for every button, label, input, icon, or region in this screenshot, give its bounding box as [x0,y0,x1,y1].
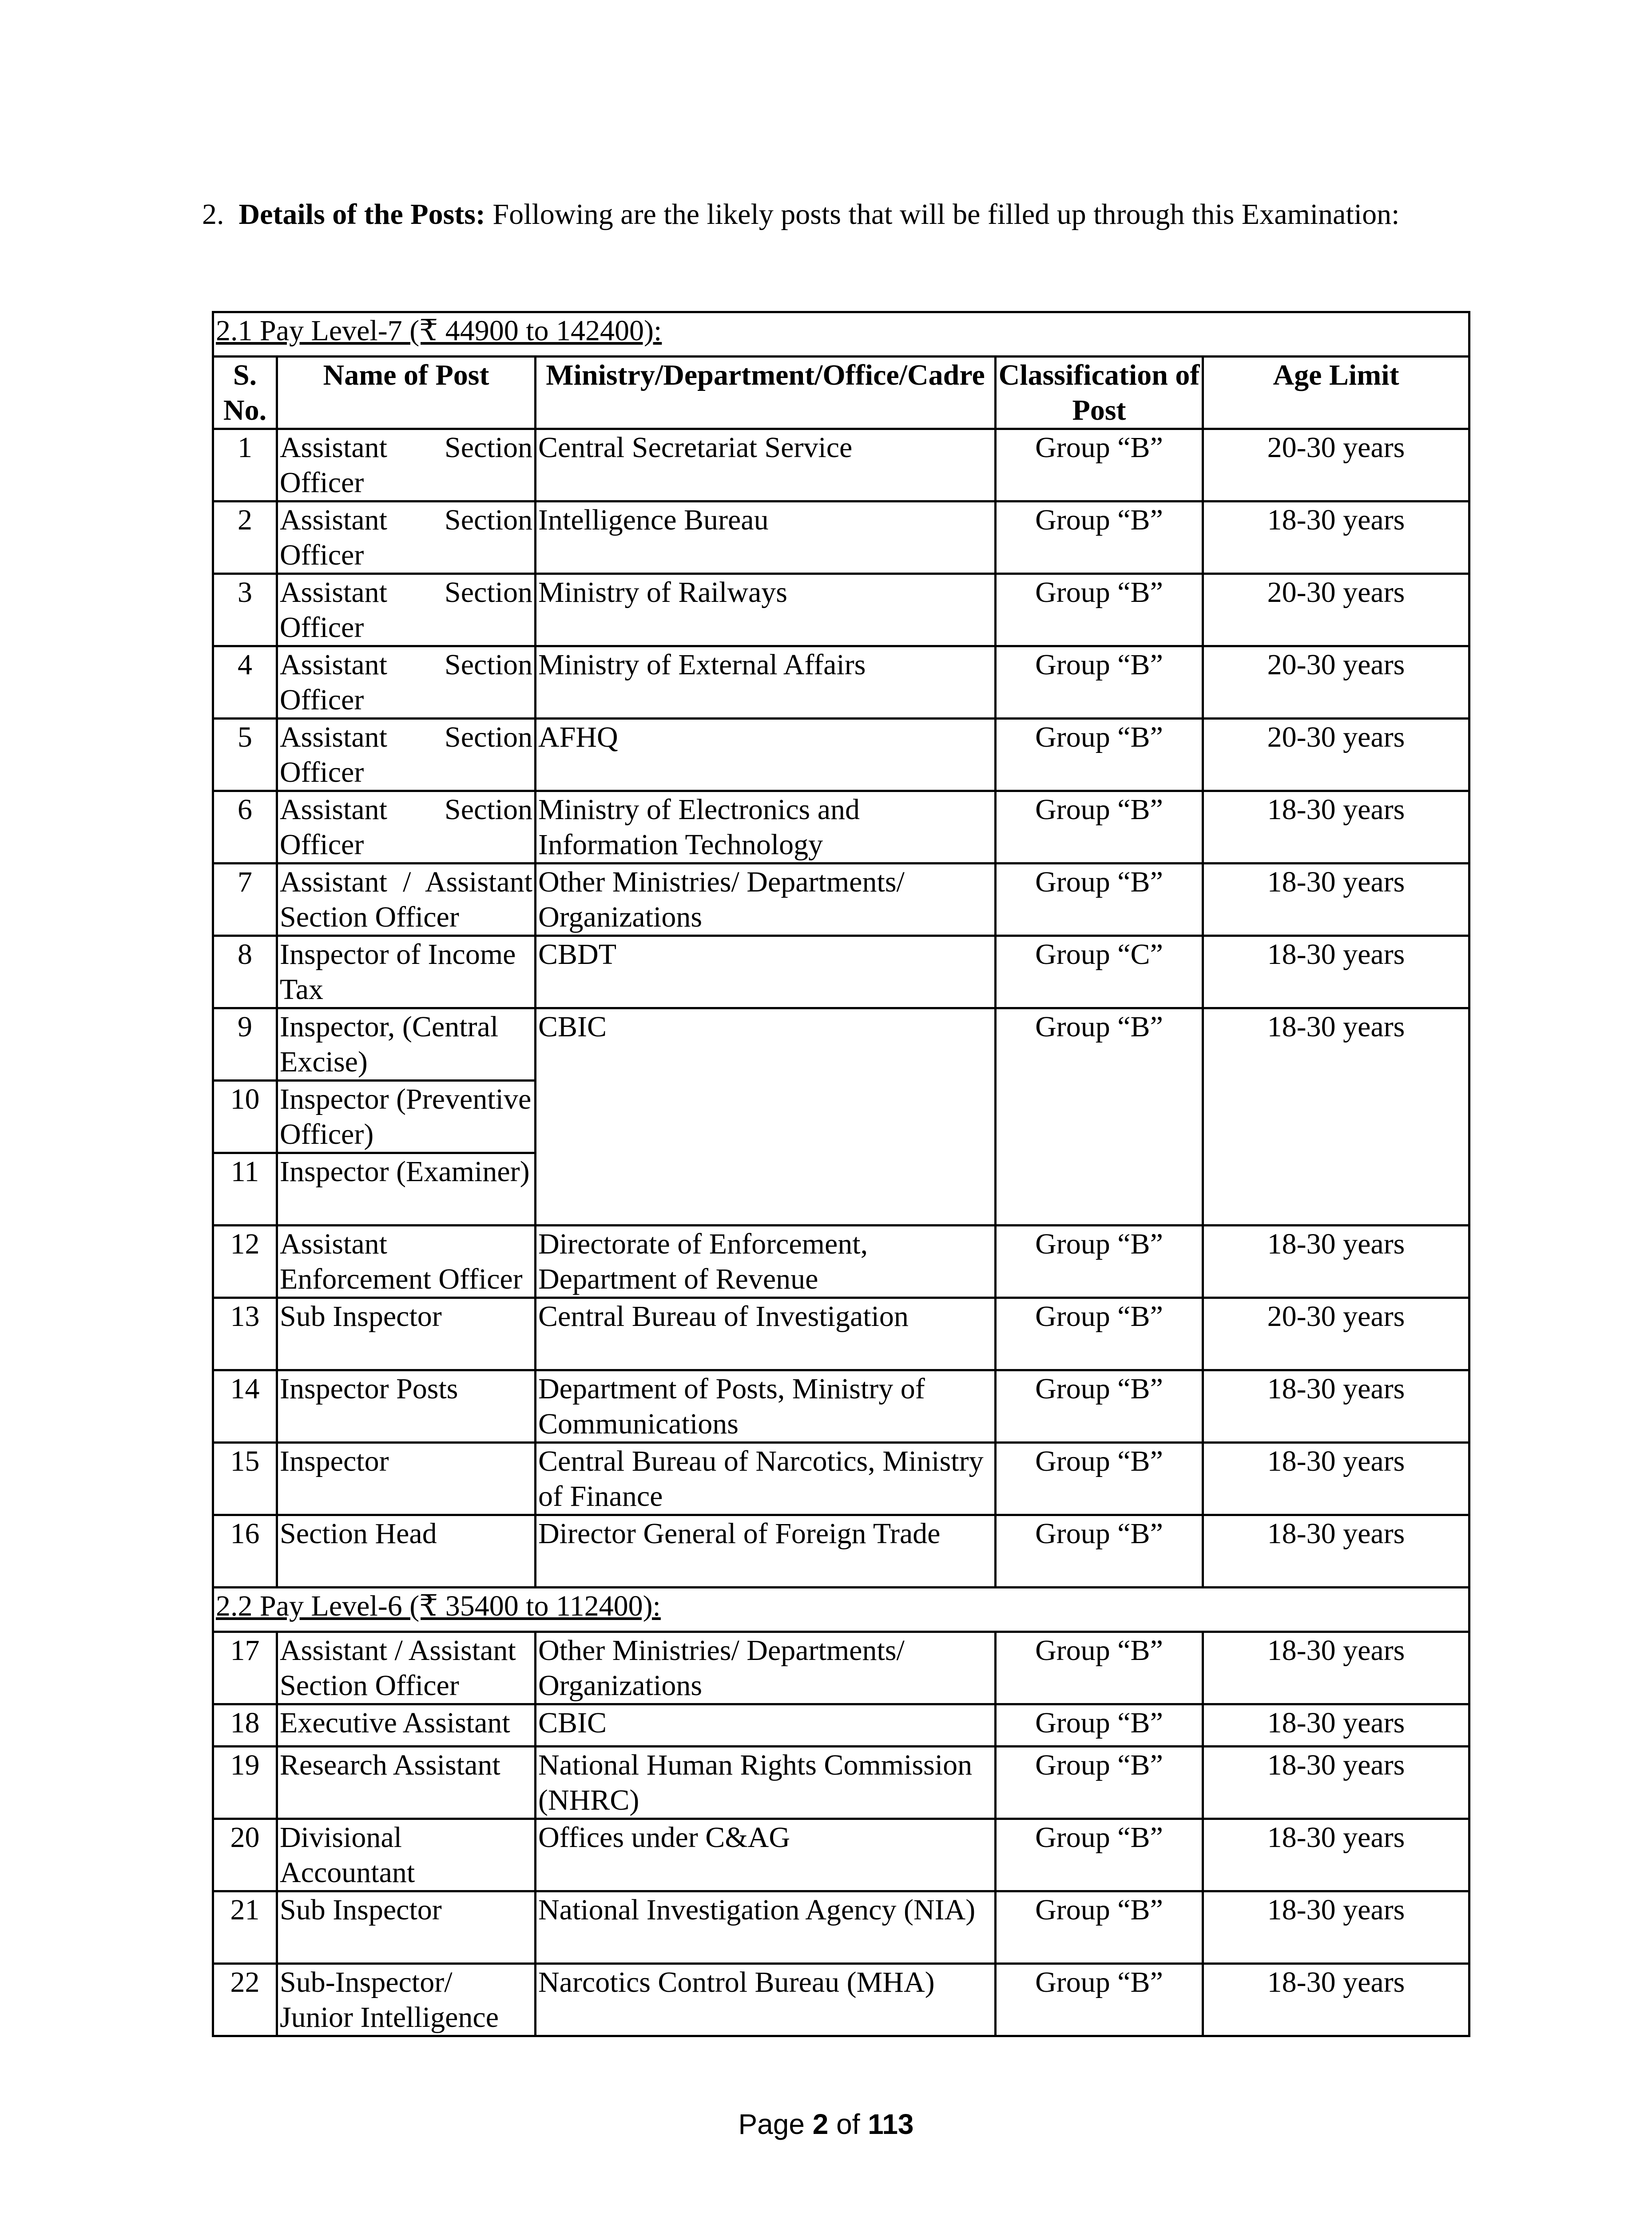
row-sno: 10 [213,1081,277,1153]
table-row [213,1747,1469,1819]
row-dept: Intelligence Bureau [536,502,996,574]
intro-paragraph [202,196,1467,233]
table-row [213,429,1469,502]
row-classification: Group “B” [996,1964,1203,2036]
row-dept: National Investigation Agency (NIA) [536,1891,996,1964]
row-classification: Group “B” [996,1370,1203,1443]
row-classification: Group “B” [996,646,1203,719]
table-row [213,1226,1469,1298]
row-sno: 20 [213,1819,277,1891]
row-age: 18-30 years [1203,1515,1469,1588]
row-sno: 4 [213,646,277,719]
row-classification: Group “B” [996,574,1203,646]
row-age: 18-30 years [1203,1443,1469,1515]
row-classification: Group “B” [996,502,1203,574]
row-sno: 1 [213,429,277,502]
row-classification: Group “B” [996,1632,1203,1704]
row-age: 20-30 years [1203,574,1469,646]
row-sno: 13 [213,1298,277,1370]
row-post: Assistant Section Officer [277,791,536,864]
row-sno: 14 [213,1370,277,1443]
row-age: 18-30 years [1203,936,1469,1008]
table-row [213,1008,1469,1081]
row-post: Inspector (Preventive Officer) [277,1081,536,1153]
footer-page-number: 2 [812,2108,829,2140]
row-sno: 17 [213,1632,277,1704]
row-dept: Other Ministries/ Departments/ Organizations [536,864,996,936]
intro-text: Following are the likely posts that will be filled up through this Examination: [492,198,1400,231]
row-age: 18-30 years [1203,1747,1469,1819]
row-dept: Ministry of Railways [536,574,996,646]
table-row [213,1704,1469,1747]
row-dept: AFHQ [536,719,996,791]
row-post: Divisional Accountant [277,1819,536,1891]
header-dept: Ministry/Department/Office/Cadre [536,357,996,429]
row-classification: Group “B” [996,1008,1203,1226]
row-dept: Narcotics Control Bureau (MHA) [536,1964,996,2036]
row-age: 18-30 years [1203,1226,1469,1298]
row-dept: Central Bureau of Investigation [536,1298,996,1370]
row-age: 20-30 years [1203,719,1469,791]
table-row [213,791,1469,864]
footer-of: of [836,2108,860,2140]
posts-table [212,311,1470,2037]
row-sno: 9 [213,1008,277,1081]
page-footer [0,2108,1652,2141]
row-sno: 7 [213,864,277,936]
pay-level-7-heading: 2.1 Pay Level-7 (₹ 44900 to 142400): [213,312,1469,357]
row-post: Sub-Inspector/ Junior Intelligence [277,1964,536,2036]
row-age: 18-30 years [1203,1891,1469,1964]
row-post: Inspector Posts [277,1370,536,1443]
row-sno: 12 [213,1226,277,1298]
row-post: Inspector (Examiner) [277,1153,536,1226]
footer-total-pages: 113 [868,2108,914,2140]
row-dept: Central Bureau of Narcotics, Ministry of Finance [536,1443,996,1515]
row-sno: 11 [213,1153,277,1226]
table-row [213,1443,1469,1515]
row-classification: Group “B” [996,864,1203,936]
section-heading: Details of the Posts: [238,198,485,231]
table-row [213,1370,1469,1443]
row-age: 18-30 years [1203,502,1469,574]
table-row [213,1964,1469,2036]
row-dept: Other Ministries/ Departments/ Organizations [536,1632,996,1704]
row-post: Assistant / Assistant Section Officer [277,1632,536,1704]
table-row [213,1891,1469,1964]
row-dept: Director General of Foreign Trade [536,1515,996,1588]
row-dept: CBIC [536,1704,996,1747]
row-dept: Department of Posts, Ministry of Communications [536,1370,996,1443]
table-row [213,646,1469,719]
footer-prefix: Page [738,2108,805,2140]
row-sno: 21 [213,1891,277,1964]
row-dept: Directorate of Enforcement, Department of Revenue [536,1226,996,1298]
row-classification: Group “B” [996,1819,1203,1891]
row-sno: 15 [213,1443,277,1515]
row-sno: 3 [213,574,277,646]
row-post: Assistant Enforcement Officer [277,1226,536,1298]
table-row [213,936,1469,1008]
row-classification: Group “B” [996,719,1203,791]
row-age: 18-30 years [1203,1008,1469,1226]
row-dept: CBDT [536,936,996,1008]
table-row [213,1515,1469,1588]
row-classification: Group “B” [996,1298,1203,1370]
row-age: 20-30 years [1203,429,1469,502]
row-classification: Group “B” [996,429,1203,502]
row-post: Assistant Section Officer [277,719,536,791]
table-row [213,864,1469,936]
row-sno: 2 [213,502,277,574]
row-dept: Central Secretariat Service [536,429,996,502]
pay-level-6-heading: 2.2 Pay Level-6 (₹ 35400 to 112400): [213,1588,1469,1632]
row-classification: Group “B” [996,1891,1203,1964]
row-sno: 22 [213,1964,277,2036]
row-sno: 6 [213,791,277,864]
section-number: 2. [202,198,224,231]
table-row [213,502,1469,574]
row-age: 20-30 years [1203,1298,1469,1370]
table-row [213,1632,1469,1704]
row-classification: Group “B” [996,1704,1203,1747]
row-post: Assistant Section Officer [277,574,536,646]
row-age: 18-30 years [1203,1964,1469,2036]
header-sno: S. No. [213,357,277,429]
row-post: Sub Inspector [277,1891,536,1964]
row-age: 18-30 years [1203,1704,1469,1747]
header-post: Name of Post [277,357,536,429]
header-age: Age Limit [1203,357,1469,429]
row-post: Inspector [277,1443,536,1515]
row-dept: Offices under C&AG [536,1819,996,1891]
row-age: 18-30 years [1203,864,1469,936]
row-post: Sub Inspector [277,1298,536,1370]
row-post: Assistant / Assistant Section Officer [277,864,536,936]
row-age: 18-30 years [1203,1632,1469,1704]
row-classification: Group “B” [996,1226,1203,1298]
row-post: Assistant Section Officer [277,502,536,574]
row-classification: Group “B” [996,1515,1203,1588]
row-post: Section Head [277,1515,536,1588]
row-dept: CBIC [536,1008,996,1226]
row-post: Executive Assistant [277,1704,536,1747]
table-row [213,1298,1469,1370]
row-dept: Ministry of Electronics and Information Technology [536,791,996,864]
table-row [213,574,1469,646]
table-row [213,1819,1469,1891]
row-classification: Group “B” [996,1747,1203,1819]
row-age: 20-30 years [1203,646,1469,719]
header-classification: Classification of Post [996,357,1203,429]
row-post: Inspector of Income Tax [277,936,536,1008]
row-post: Assistant Section Officer [277,429,536,502]
row-sno: 8 [213,936,277,1008]
row-post: Inspector, (Central Excise) [277,1008,536,1081]
row-age: 18-30 years [1203,1819,1469,1891]
row-dept: National Human Rights Commission (NHRC) [536,1747,996,1819]
row-sno: 16 [213,1515,277,1588]
row-classification: Group “C” [996,936,1203,1008]
row-age: 18-30 years [1203,791,1469,864]
row-classification: Group “B” [996,791,1203,864]
row-dept: Ministry of External Affairs [536,646,996,719]
table-row [213,719,1469,791]
row-sno: 19 [213,1747,277,1819]
row-sno: 18 [213,1704,277,1747]
row-post: Research Assistant [277,1747,536,1819]
row-post: Assistant Section Officer [277,646,536,719]
row-sno: 5 [213,719,277,791]
row-age: 18-30 years [1203,1370,1469,1443]
row-classification: Group “B” [996,1443,1203,1515]
